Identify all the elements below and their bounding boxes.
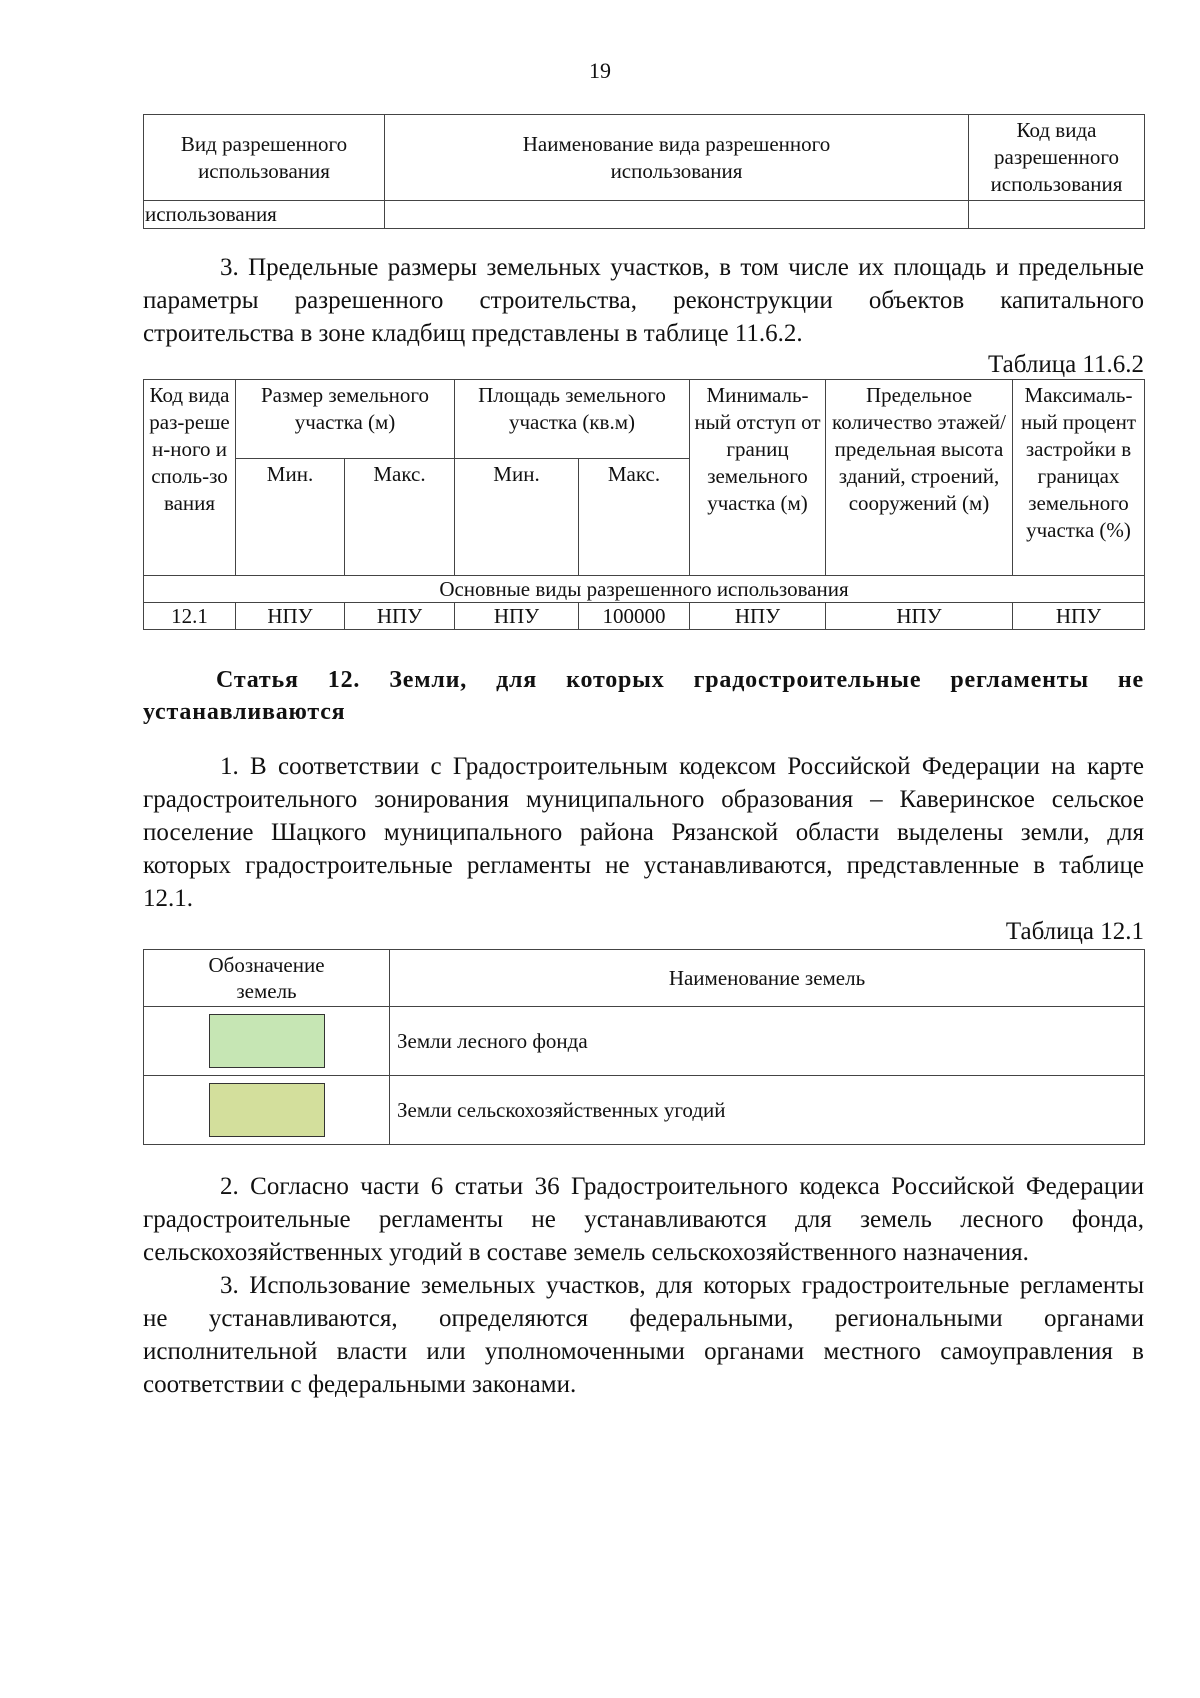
table-cell: НПУ xyxy=(826,603,1013,630)
header-code: Код вида раз-решен-ного исполь-зования xyxy=(144,380,236,576)
page-number: 19 xyxy=(589,58,611,83)
header-max: Макс. xyxy=(345,459,455,576)
header-area: Площадь земельного участка (кв.м) xyxy=(455,380,690,459)
table-caption: Таблица 12.1 xyxy=(1005,918,1144,945)
table-cell: использования xyxy=(144,201,385,229)
paragraph: 1. В соответствии с Градостроительным кодексом Российской Федерации на карте градостроительного зонирования муниципального образования – Каверинское сельское поселение Шацкого муниципального района Рязанской области выделены земли, для которых градостроительные регламенты не устанавливаются, представленные в таблице 12.1. xyxy=(143,753,1144,912)
header-cell: Вид разрешенного использования xyxy=(144,115,385,201)
document-body xyxy=(143,114,1144,1401)
limits-table xyxy=(143,379,1145,630)
table-cell: 100000 xyxy=(579,603,690,630)
legend-cell xyxy=(144,1007,390,1076)
header-cell: Код вида разрешенного использования xyxy=(969,115,1145,201)
article-heading: Статья 12. Земли, для которых градостроительные регламенты не устанавливаются xyxy=(143,667,1144,725)
header-setback: Минималь-ный отступ от границ земельного участка (м) xyxy=(690,380,826,576)
header-min: Мин. xyxy=(455,459,579,576)
header-max: Макс. xyxy=(579,459,690,576)
table-cell: НПУ xyxy=(690,603,826,630)
table-cell xyxy=(385,201,969,229)
table-cell xyxy=(969,201,1145,229)
table-cell: НПУ xyxy=(1013,603,1145,630)
permitted-use-table xyxy=(143,114,1145,229)
paragraph: 3. Использование земельных участков, для которых градостроительные регламенты не устанавливаются, определяются федеральными, региональными органами исполнительной власти или уполномоченными органами местного самоуправления в соответствии с федеральными законами. xyxy=(143,1272,1144,1398)
table-cell: НПУ xyxy=(345,603,455,630)
header-floors: Предельное количество этажей/ предельная высота зданий, строений, сооружений (м) xyxy=(826,380,1013,576)
paragraph: 3. Предельные размеры земельных участков, в том числе их площадь и предельные параметры разрешенного строительства, реконструкции объектов капитального строительства в зоне кладбищ представлены в таблице 11.6.2. xyxy=(143,254,1144,347)
land-name: Земли сельскохозяйственных угодий xyxy=(390,1076,1145,1145)
header-coverage: Максималь-ный процент застройки в границах земельного участка (%) xyxy=(1013,380,1145,576)
table-cell: 12.1 xyxy=(144,603,236,630)
header-cell: Наименование вида разрешенного использования xyxy=(385,115,969,201)
header-min: Мин. xyxy=(236,459,345,576)
header-cell: Обозначение земель xyxy=(144,950,390,1007)
table-cell: НПУ xyxy=(455,603,579,630)
forest-fund-swatch xyxy=(209,1014,325,1068)
section-row: Основные виды разрешенного использования xyxy=(144,576,1145,603)
lands-table xyxy=(143,949,1145,1145)
header-size: Размер земельного участка (м) xyxy=(236,380,455,459)
table-caption: Таблица 11.6.2 xyxy=(988,351,1144,378)
header-cell: Наименование земель xyxy=(390,950,1145,1007)
agricultural-land-swatch xyxy=(209,1083,325,1137)
legend-cell xyxy=(144,1076,390,1145)
table-cell: НПУ xyxy=(236,603,345,630)
paragraph: 2. Согласно части 6 статьи 36 Градостроительного кодекса Российской Федерации градостроительные регламенты не устанавливаются для земель лесного фонда, сельскохозяйственных угодий в составе земель сельскохозяйственного назначения. xyxy=(143,1173,1144,1266)
land-name: Земли лесного фонда xyxy=(390,1007,1145,1076)
